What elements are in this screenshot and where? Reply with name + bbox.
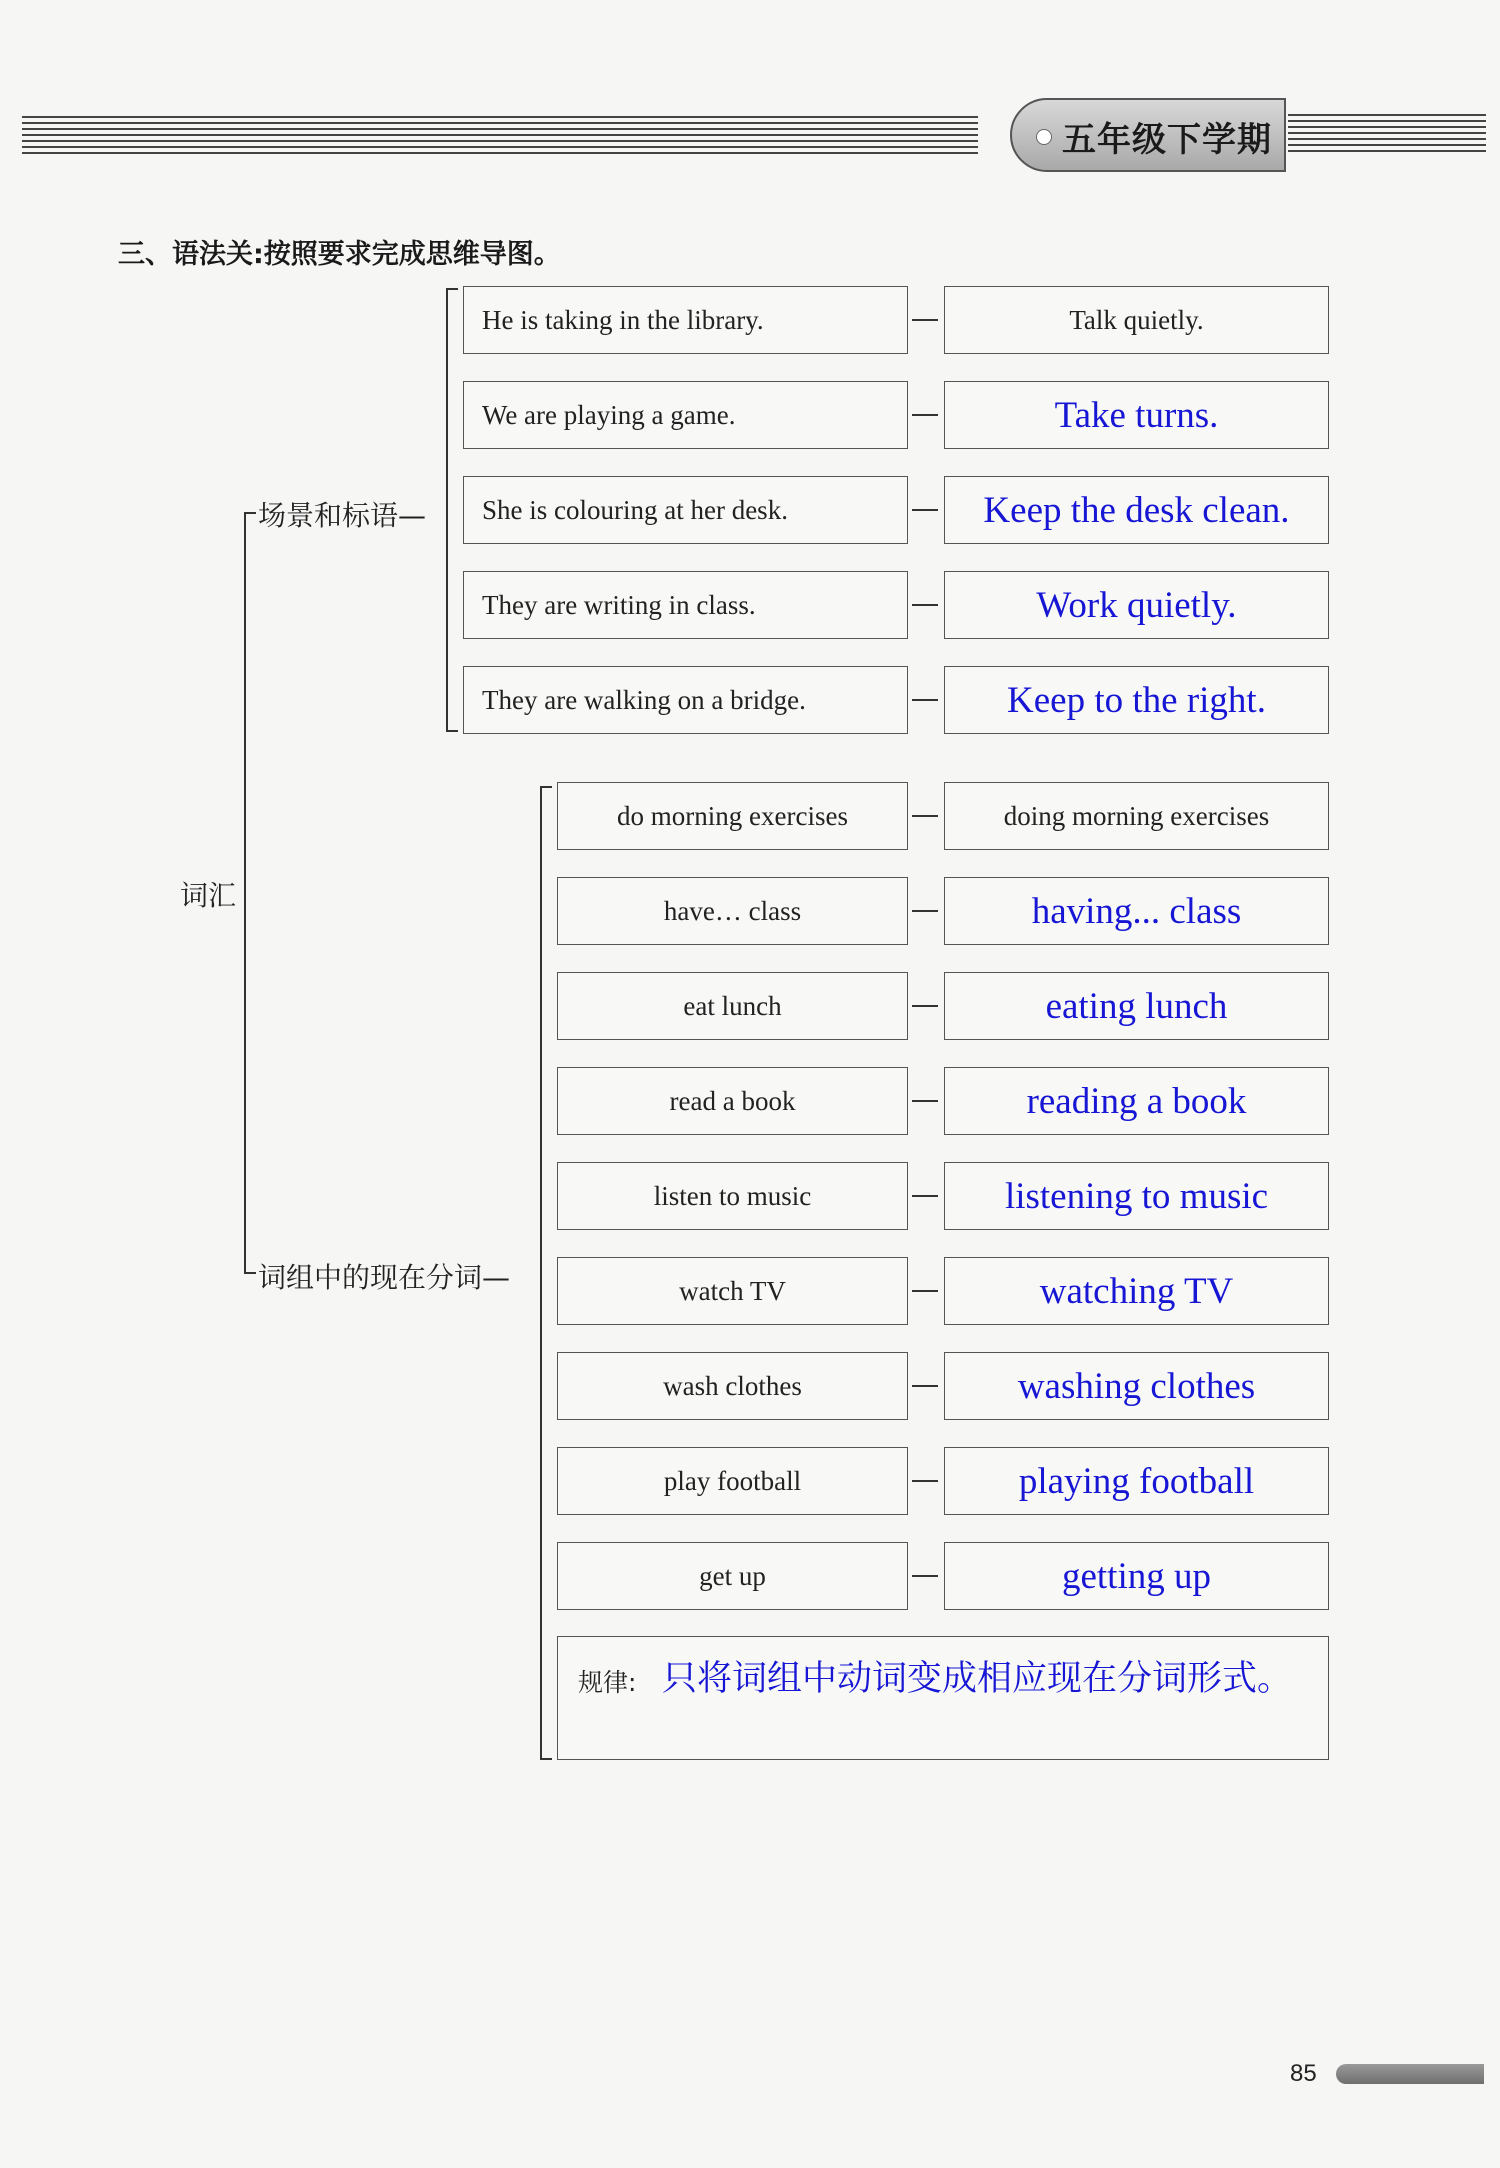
participle: doing morning exercises: [944, 782, 1329, 850]
scene-sentence: They are walking on a bridge.: [463, 666, 908, 734]
root-bracket-bottom-tick: [244, 1272, 256, 1274]
phrase: listen to music: [557, 1162, 908, 1230]
branch-scenes-label: 场景和标语—: [258, 499, 427, 532]
header-rule-left: [22, 116, 978, 158]
participle-answer: washing clothes: [944, 1352, 1329, 1420]
scene-slogan-answer: Keep to the right.: [944, 666, 1329, 734]
phrase: have… class: [557, 877, 908, 945]
connector-dash: [912, 509, 938, 511]
connector-dash: [912, 1480, 938, 1482]
connector-dash: [912, 1290, 938, 1292]
connector-dash: [912, 414, 938, 416]
header-rule-right: [1288, 114, 1486, 156]
connector-dash: [912, 1195, 938, 1197]
connector-dash: [912, 1385, 938, 1387]
participle-answer: getting up: [944, 1542, 1329, 1610]
grade-label: 五年级下学期: [1062, 120, 1272, 160]
connector-dash: [912, 1575, 938, 1577]
root-bracket: [244, 512, 246, 1274]
page-number: 85: [1290, 2060, 1317, 2087]
page-number-bar: [1336, 2064, 1484, 2084]
connector-dash: [912, 1100, 938, 1102]
root-bracket-top-tick: [244, 512, 256, 514]
participles-bracket: [540, 786, 542, 1760]
phrase: watch TV: [557, 1257, 908, 1325]
connector-dash: [912, 604, 938, 606]
bullet-icon: [1036, 129, 1052, 145]
phrase: get up: [557, 1542, 908, 1610]
scene-slogan: Talk quietly.: [944, 286, 1329, 354]
root-label: 词汇: [180, 879, 237, 912]
scene-sentence: They are writing in class.: [463, 571, 908, 639]
scene-sentence: He is taking in the library.: [463, 286, 908, 354]
section-title: 三、语法关:按照要求完成思维导图。: [118, 239, 561, 270]
participle-answer: reading a book: [944, 1067, 1329, 1135]
participle-answer: eating lunch: [944, 972, 1329, 1040]
participle-answer: listening to music: [944, 1162, 1329, 1230]
connector-dash: [912, 815, 938, 817]
connector-dash: [912, 319, 938, 321]
branch-participles-label: 词组中的现在分词—: [258, 1261, 511, 1294]
participle-answer: watching TV: [944, 1257, 1329, 1325]
connector-dash: [912, 699, 938, 701]
grade-tab: [1010, 98, 1286, 172]
rule-box: [557, 1636, 1329, 1760]
phrase: play football: [557, 1447, 908, 1515]
participle-answer: playing football: [944, 1447, 1329, 1515]
phrase: read a book: [557, 1067, 908, 1135]
phrase: eat lunch: [557, 972, 908, 1040]
participle-answer: having... class: [944, 877, 1329, 945]
scene-slogan-answer: Work quietly.: [944, 571, 1329, 639]
rule-label: 规律:: [578, 1668, 637, 1697]
rule-text: 只将词组中动词变成相应现在分词形式。: [662, 1659, 1293, 1699]
scene-sentence: She is colouring at her desk.: [463, 476, 908, 544]
scene-sentence: We are playing a game.: [463, 381, 908, 449]
scenes-bracket: [446, 288, 448, 732]
connector-dash: [912, 910, 938, 912]
connector-dash: [912, 1005, 938, 1007]
phrase: do morning exercises: [557, 782, 908, 850]
phrase: wash clothes: [557, 1352, 908, 1420]
scene-slogan-answer: Take turns.: [944, 381, 1329, 449]
scene-slogan-answer: Keep the desk clean.: [944, 476, 1329, 544]
